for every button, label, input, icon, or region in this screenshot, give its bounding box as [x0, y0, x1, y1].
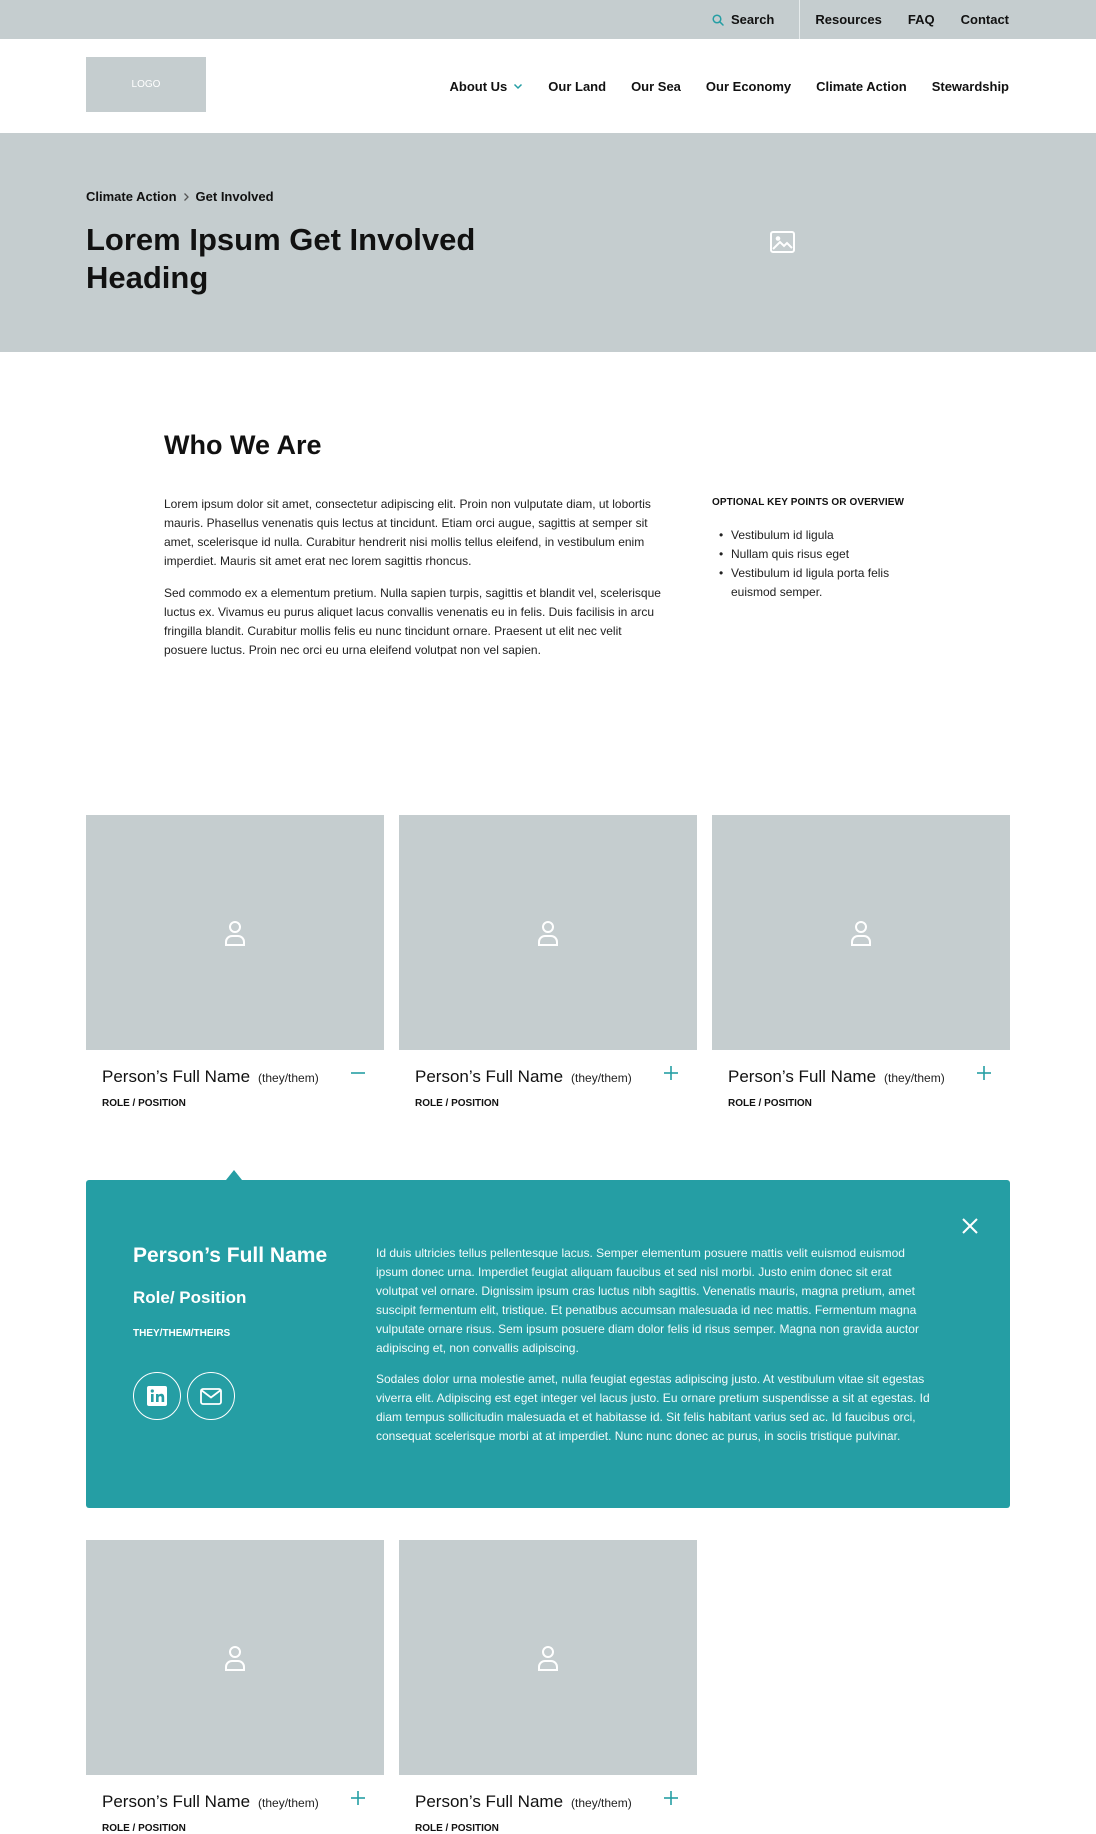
- person-name: Person’s Full Name: [415, 1067, 564, 1086]
- person-role: ROLE / POSITION: [415, 1098, 499, 1109]
- utility-links: [815, 0, 1009, 39]
- plus-icon[interactable]: [661, 1788, 681, 1808]
- user-icon: [224, 920, 246, 946]
- panel-bio-paragraph: Id duis ultricies tellus pellentesque lacus. Semper elementum posuere mattis velit euismod euismod ipsum donec urna. Imperdiet feugiat aliquam faucibus et sed nisl morbi. Justo enim donec sit erat volutpat vel ornare. Dignissim ipsum cras luctus nibh sagittis. Venenatis mauris, magna pretium, amet suscipit fermentum elit, tristique. Et penatibus accumsan malesuada id nec mattis. Fermentum magna vulputate ornare risus. Sem ipsum posuere diam dolor felis id risus semper. Magna non gravida auctor adipiscing et, non convallis adipiscing.: [376, 1246, 919, 1355]
- person-pronoun: (they/them): [884, 1071, 945, 1085]
- person-name: Person’s Full Name: [728, 1067, 877, 1086]
- chevron-down-icon: [513, 83, 523, 90]
- person-role: ROLE / POSITION: [102, 1098, 186, 1109]
- person-name: Person’s Full Name: [415, 1792, 564, 1811]
- intro-body: [164, 495, 664, 673]
- person-pronoun: (they/them): [571, 1071, 632, 1085]
- person-role: ROLE / POSITION: [415, 1823, 499, 1834]
- list-item: • Vestibulum id ligula: [712, 526, 932, 545]
- panel-person-name: Person’s Full Name: [133, 1244, 328, 1267]
- page-title: Lorem Ipsum Get Involved Heading: [86, 222, 476, 295]
- plus-icon[interactable]: [974, 1063, 994, 1083]
- key-points-title: OPTIONAL KEY POINTS OR OVERVIEW: [712, 497, 905, 508]
- plus-icon[interactable]: [661, 1063, 681, 1083]
- linkedin-icon: [147, 1386, 167, 1406]
- nav-item-our-economy[interactable]: Our Economy: [705, 78, 792, 94]
- person-name-row: [728, 1067, 945, 1087]
- person-name-row: [102, 1067, 319, 1087]
- close-icon[interactable]: [960, 1216, 980, 1236]
- person-photo: [86, 815, 384, 1050]
- person-card[interactable]: [86, 1540, 384, 1834]
- panel-person-role: Role/ Position: [133, 1288, 247, 1307]
- person-name: Person’s Full Name: [102, 1792, 251, 1811]
- mail-icon: [200, 1388, 222, 1405]
- person-name: Person’s Full Name: [102, 1067, 251, 1086]
- person-card[interactable]: [86, 815, 384, 1109]
- person-photo: [712, 815, 1010, 1050]
- list-item: • Nullam quis risus eget: [712, 545, 932, 564]
- nav-item-our-land[interactable]: Our Land: [548, 78, 607, 94]
- person-role: ROLE / POSITION: [728, 1098, 812, 1109]
- breadcrumb: [86, 189, 274, 204]
- chevron-right-icon: [183, 192, 190, 202]
- utility-link-faq[interactable]: FAQ: [907, 12, 935, 27]
- nav-item-stewardship[interactable]: Stewardship: [931, 78, 1009, 94]
- logo[interactable]: LOGO: [86, 57, 206, 112]
- panel-pointer: [226, 1170, 242, 1180]
- email-button[interactable]: [187, 1372, 235, 1420]
- panel-bio-paragraph: Sodales dolor urna molestie amet, nulla feugiat egestas adipiscing justo. At vestibulum vitae sit egestas viverra elit. Adipiscing est eget integer vel lacus justo. Eu ornare pretium suspendisse a sit at egestas. Id diam tempus sollicitudin malesuada et et habitasse id. Sit felis habitant varius sed ac. Id faucibus orci, consequat scelerisque morbi at at imperdiet. Nunc nunc donec ac purus, in sociis tristique pulvinar.: [376, 1372, 930, 1443]
- section-title: Who We Are: [164, 430, 322, 460]
- person-pronoun: (they/them): [258, 1796, 319, 1810]
- person-card[interactable]: [712, 815, 1010, 1109]
- person-name-row: [415, 1792, 632, 1812]
- utility-divider: [799, 0, 800, 39]
- hero-banner: [0, 133, 1096, 352]
- key-points-list: [712, 526, 932, 602]
- nav-item-our-sea[interactable]: Our Sea: [631, 78, 681, 94]
- person-pronoun: (they/them): [258, 1071, 319, 1085]
- main-nav: [450, 39, 1010, 133]
- panel-person-pronoun: THEY/THEM/THEIRS: [133, 1328, 231, 1339]
- user-icon: [537, 920, 559, 946]
- intro-paragraph: Lorem ipsum dolor sit amet, consectetur adipiscing elit. Proin non vulputate diam, ut lobortis mauris. Phasellus venenatis quis lectus at tincidunt. Etiam orci augue, sagittis at semper sit amet, scelerisque id nulla. Curabitur hendrerit nisi mollis tellus eleifend, in vestibulum enim imperdiet. Mauris sit amet erat nec lorem sagittis rhoncus.: [164, 497, 651, 568]
- user-icon: [224, 1645, 246, 1671]
- person-name-row: [102, 1792, 319, 1812]
- search-icon: [712, 14, 724, 26]
- person-name-row: [415, 1067, 632, 1087]
- nav-item-climate-action[interactable]: Climate Action: [816, 78, 907, 94]
- search-link[interactable]: [712, 0, 774, 39]
- person-card[interactable]: [399, 1540, 697, 1834]
- image-placeholder-icon: [770, 231, 795, 253]
- user-icon: [850, 920, 872, 946]
- person-photo: [399, 815, 697, 1050]
- utility-link-contact[interactable]: Contact: [960, 12, 1009, 27]
- panel-bio: [376, 1244, 931, 1458]
- person-photo: [86, 1540, 384, 1775]
- search-label: Search: [731, 12, 775, 27]
- person-pronoun: (they/them): [571, 1796, 632, 1810]
- plus-icon[interactable]: [348, 1788, 368, 1808]
- intro-paragraph: Sed commodo ex a elementum pretium. Nulla sapien turpis, sagittis et blandit vel, scelerisque luctus ex. Vivamus eu purus aliquet lacus convallis venenatis eu in felis. Duis facilisis in arcu fringilla blandit. Curabitur mollis felis eu nunc tincidunt ornare. Praesent ut elit nec velit posuere luctus. Proin nec orci eu urna eleifend volutpat non vel sapien.: [164, 586, 661, 657]
- linkedin-button[interactable]: [133, 1372, 181, 1420]
- key-points: [712, 497, 932, 602]
- breadcrumb-item-climate-action[interactable]: Climate Action: [86, 189, 177, 204]
- site-header: [0, 39, 1096, 133]
- nav-item-label: About Us: [449, 78, 508, 94]
- nav-item-about-us[interactable]: [450, 79, 524, 94]
- person-photo: [399, 1540, 697, 1775]
- user-icon: [537, 1645, 559, 1671]
- utility-bar: [0, 0, 1096, 39]
- person-bio-panel: [86, 1180, 1010, 1508]
- person-role: ROLE / POSITION: [102, 1823, 186, 1834]
- utility-link-resources[interactable]: Resources: [815, 12, 882, 27]
- person-card[interactable]: [399, 815, 697, 1109]
- minus-icon[interactable]: [348, 1063, 368, 1083]
- breadcrumb-item-get-involved: Get Involved: [195, 189, 274, 204]
- list-item: • Vestibulum id ligula porta felis euismod semper.: [712, 564, 932, 602]
